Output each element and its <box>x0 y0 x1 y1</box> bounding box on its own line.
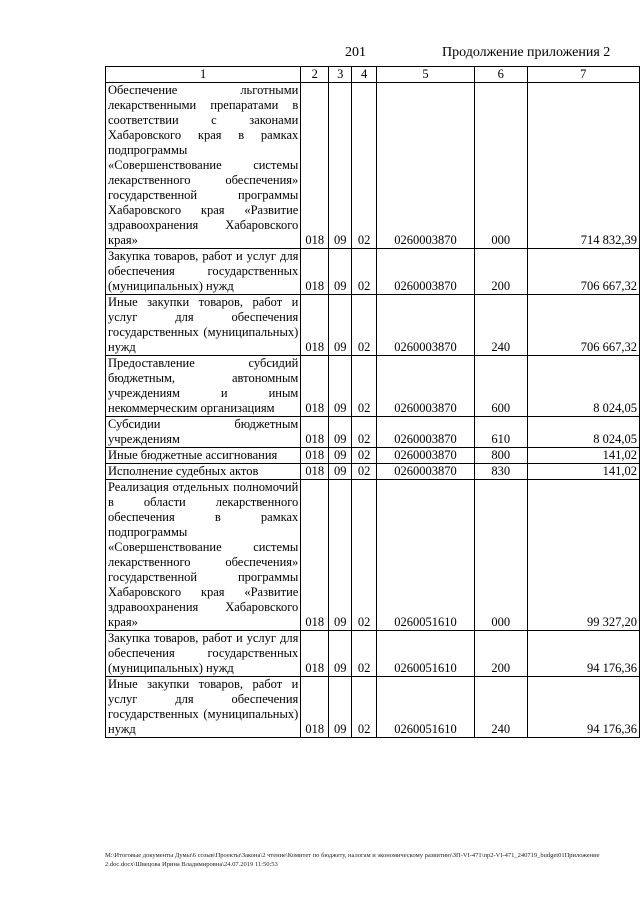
table-header-row <box>106 67 640 83</box>
page-number: 201 <box>345 45 366 60</box>
target-article-cell: 0260051610 <box>377 677 475 738</box>
ministry-code-cell: 018 <box>301 480 329 631</box>
target-article-cell: 0260003870 <box>377 83 475 249</box>
target-article-cell: 0260003870 <box>377 356 475 417</box>
table-row <box>106 480 640 631</box>
amount-cell: 141,02 <box>527 464 639 480</box>
ministry-code-cell: 018 <box>301 631 329 677</box>
table-row <box>106 448 640 464</box>
section-code-cell: 09 <box>329 83 352 249</box>
header-cell: 3 <box>329 67 352 83</box>
amount-cell: 706 667,32 <box>527 295 639 356</box>
expense-type-cell: 240 <box>474 295 527 356</box>
table-row <box>106 417 640 448</box>
section-code-cell: 09 <box>329 295 352 356</box>
section-code-cell: 09 <box>329 631 352 677</box>
expense-type-cell: 800 <box>474 448 527 464</box>
target-article-cell: 0260003870 <box>377 295 475 356</box>
subsection-code-cell: 02 <box>352 83 377 249</box>
expense-type-cell: 600 <box>474 356 527 417</box>
target-article-cell: 0260051610 <box>377 631 475 677</box>
table-row <box>106 464 640 480</box>
section-code-cell: 09 <box>329 249 352 295</box>
row-name-cell: Закупка товаров, работ и услуг для обеспечения государственных (муниципальных) нужд <box>106 631 301 677</box>
row-name-cell: Иные закупки товаров, работ и услуг для обеспечения государственных (муниципальных) нужд <box>106 677 301 738</box>
table-row <box>106 295 640 356</box>
ministry-code-cell: 018 <box>301 448 329 464</box>
row-name-cell: Реализация отдельных полномочий в области лекарственного обеспечения в рамках подпрограммы «Совершенствование системы лекарственного обеспечения» государственной программы Хабаровского края «Развитие здравоохранения Хабаровского края» <box>106 480 301 631</box>
table-row <box>106 356 640 417</box>
section-code-cell: 09 <box>329 417 352 448</box>
target-article-cell: 0260003870 <box>377 249 475 295</box>
target-article-cell: 0260003870 <box>377 417 475 448</box>
ministry-code-cell: 018 <box>301 249 329 295</box>
subsection-code-cell: 02 <box>352 464 377 480</box>
table-row <box>106 631 640 677</box>
section-code-cell: 09 <box>329 448 352 464</box>
row-name-cell: Субсидии бюджетным учреждениям <box>106 417 301 448</box>
header-cell: 6 <box>474 67 527 83</box>
expense-type-cell: 200 <box>474 631 527 677</box>
amount-cell: 94 176,36 <box>527 677 639 738</box>
amount-cell: 8 024,05 <box>527 356 639 417</box>
amount-cell: 714 832,39 <box>527 83 639 249</box>
amount-cell: 8 024,05 <box>527 417 639 448</box>
row-name-cell: Иные закупки товаров, работ и услуг для обеспечения государственных (муниципальных) нужд <box>106 295 301 356</box>
row-name-cell: Обеспечение льготными лекарственными препаратами в соответствии с законами Хабаровского края в рамках подпрограммы «Совершенствование системы лекарственного обеспечения» государственной программы Хабаровского края «Развитие здравоохранения Хабаровского края» <box>106 83 301 249</box>
document-path-footer: М:\Итоговые документы Думы\6 созыв\Проекты\Закона\2 чтение\Комитет по бюджету, налогам и экономическому развитию\ЗП-VI-471\пр2-VI-471_240719_budget01Приложение 2.doc.docx\Швецова Ирина Владимировна\24.07.2019 11:50:53 <box>105 852 600 868</box>
subsection-code-cell: 02 <box>352 356 377 417</box>
ministry-code-cell: 018 <box>301 417 329 448</box>
expense-type-cell: 200 <box>474 249 527 295</box>
target-article-cell: 0260051610 <box>377 480 475 631</box>
target-article-cell: 0260003870 <box>377 464 475 480</box>
section-code-cell: 09 <box>329 480 352 631</box>
row-name-cell: Иные бюджетные ассигнования <box>106 448 301 464</box>
amount-cell: 99 327,20 <box>527 480 639 631</box>
amount-cell: 94 176,36 <box>527 631 639 677</box>
subsection-code-cell: 02 <box>352 480 377 631</box>
section-code-cell: 09 <box>329 356 352 417</box>
subsection-code-cell: 02 <box>352 249 377 295</box>
subsection-code-cell: 02 <box>352 631 377 677</box>
ministry-code-cell: 018 <box>301 356 329 417</box>
header-cell: 7 <box>527 67 639 83</box>
continuation-label: Продолжение приложения 2 <box>442 45 611 60</box>
header-cell: 5 <box>377 67 475 83</box>
amount-cell: 141,02 <box>527 448 639 464</box>
ministry-code-cell: 018 <box>301 295 329 356</box>
expense-type-cell: 240 <box>474 677 527 738</box>
row-name-cell: Предоставление субсидий бюджетным, автономным учреждениям и иным некоммерческим организациям <box>106 356 301 417</box>
header-cell: 4 <box>352 67 377 83</box>
expense-type-cell: 610 <box>474 417 527 448</box>
amount-cell: 706 667,32 <box>527 249 639 295</box>
section-code-cell: 09 <box>329 464 352 480</box>
row-name-cell: Исполнение судебных актов <box>106 464 301 480</box>
table-row <box>106 83 640 249</box>
ministry-code-cell: 018 <box>301 464 329 480</box>
ministry-code-cell: 018 <box>301 83 329 249</box>
header-cell: 1 <box>106 67 301 83</box>
subsection-code-cell: 02 <box>352 677 377 738</box>
expense-type-cell: 000 <box>474 480 527 631</box>
subsection-code-cell: 02 <box>352 295 377 356</box>
subsection-code-cell: 02 <box>352 417 377 448</box>
ministry-code-cell: 018 <box>301 677 329 738</box>
expense-type-cell: 000 <box>474 83 527 249</box>
header-cell: 2 <box>301 67 329 83</box>
budget-table <box>105 66 640 738</box>
table-row <box>106 677 640 738</box>
section-code-cell: 09 <box>329 677 352 738</box>
table-row <box>106 249 640 295</box>
target-article-cell: 0260003870 <box>377 448 475 464</box>
expense-type-cell: 830 <box>474 464 527 480</box>
row-name-cell: Закупка товаров, работ и услуг для обеспечения государственных (муниципальных) нужд <box>106 249 301 295</box>
subsection-code-cell: 02 <box>352 448 377 464</box>
